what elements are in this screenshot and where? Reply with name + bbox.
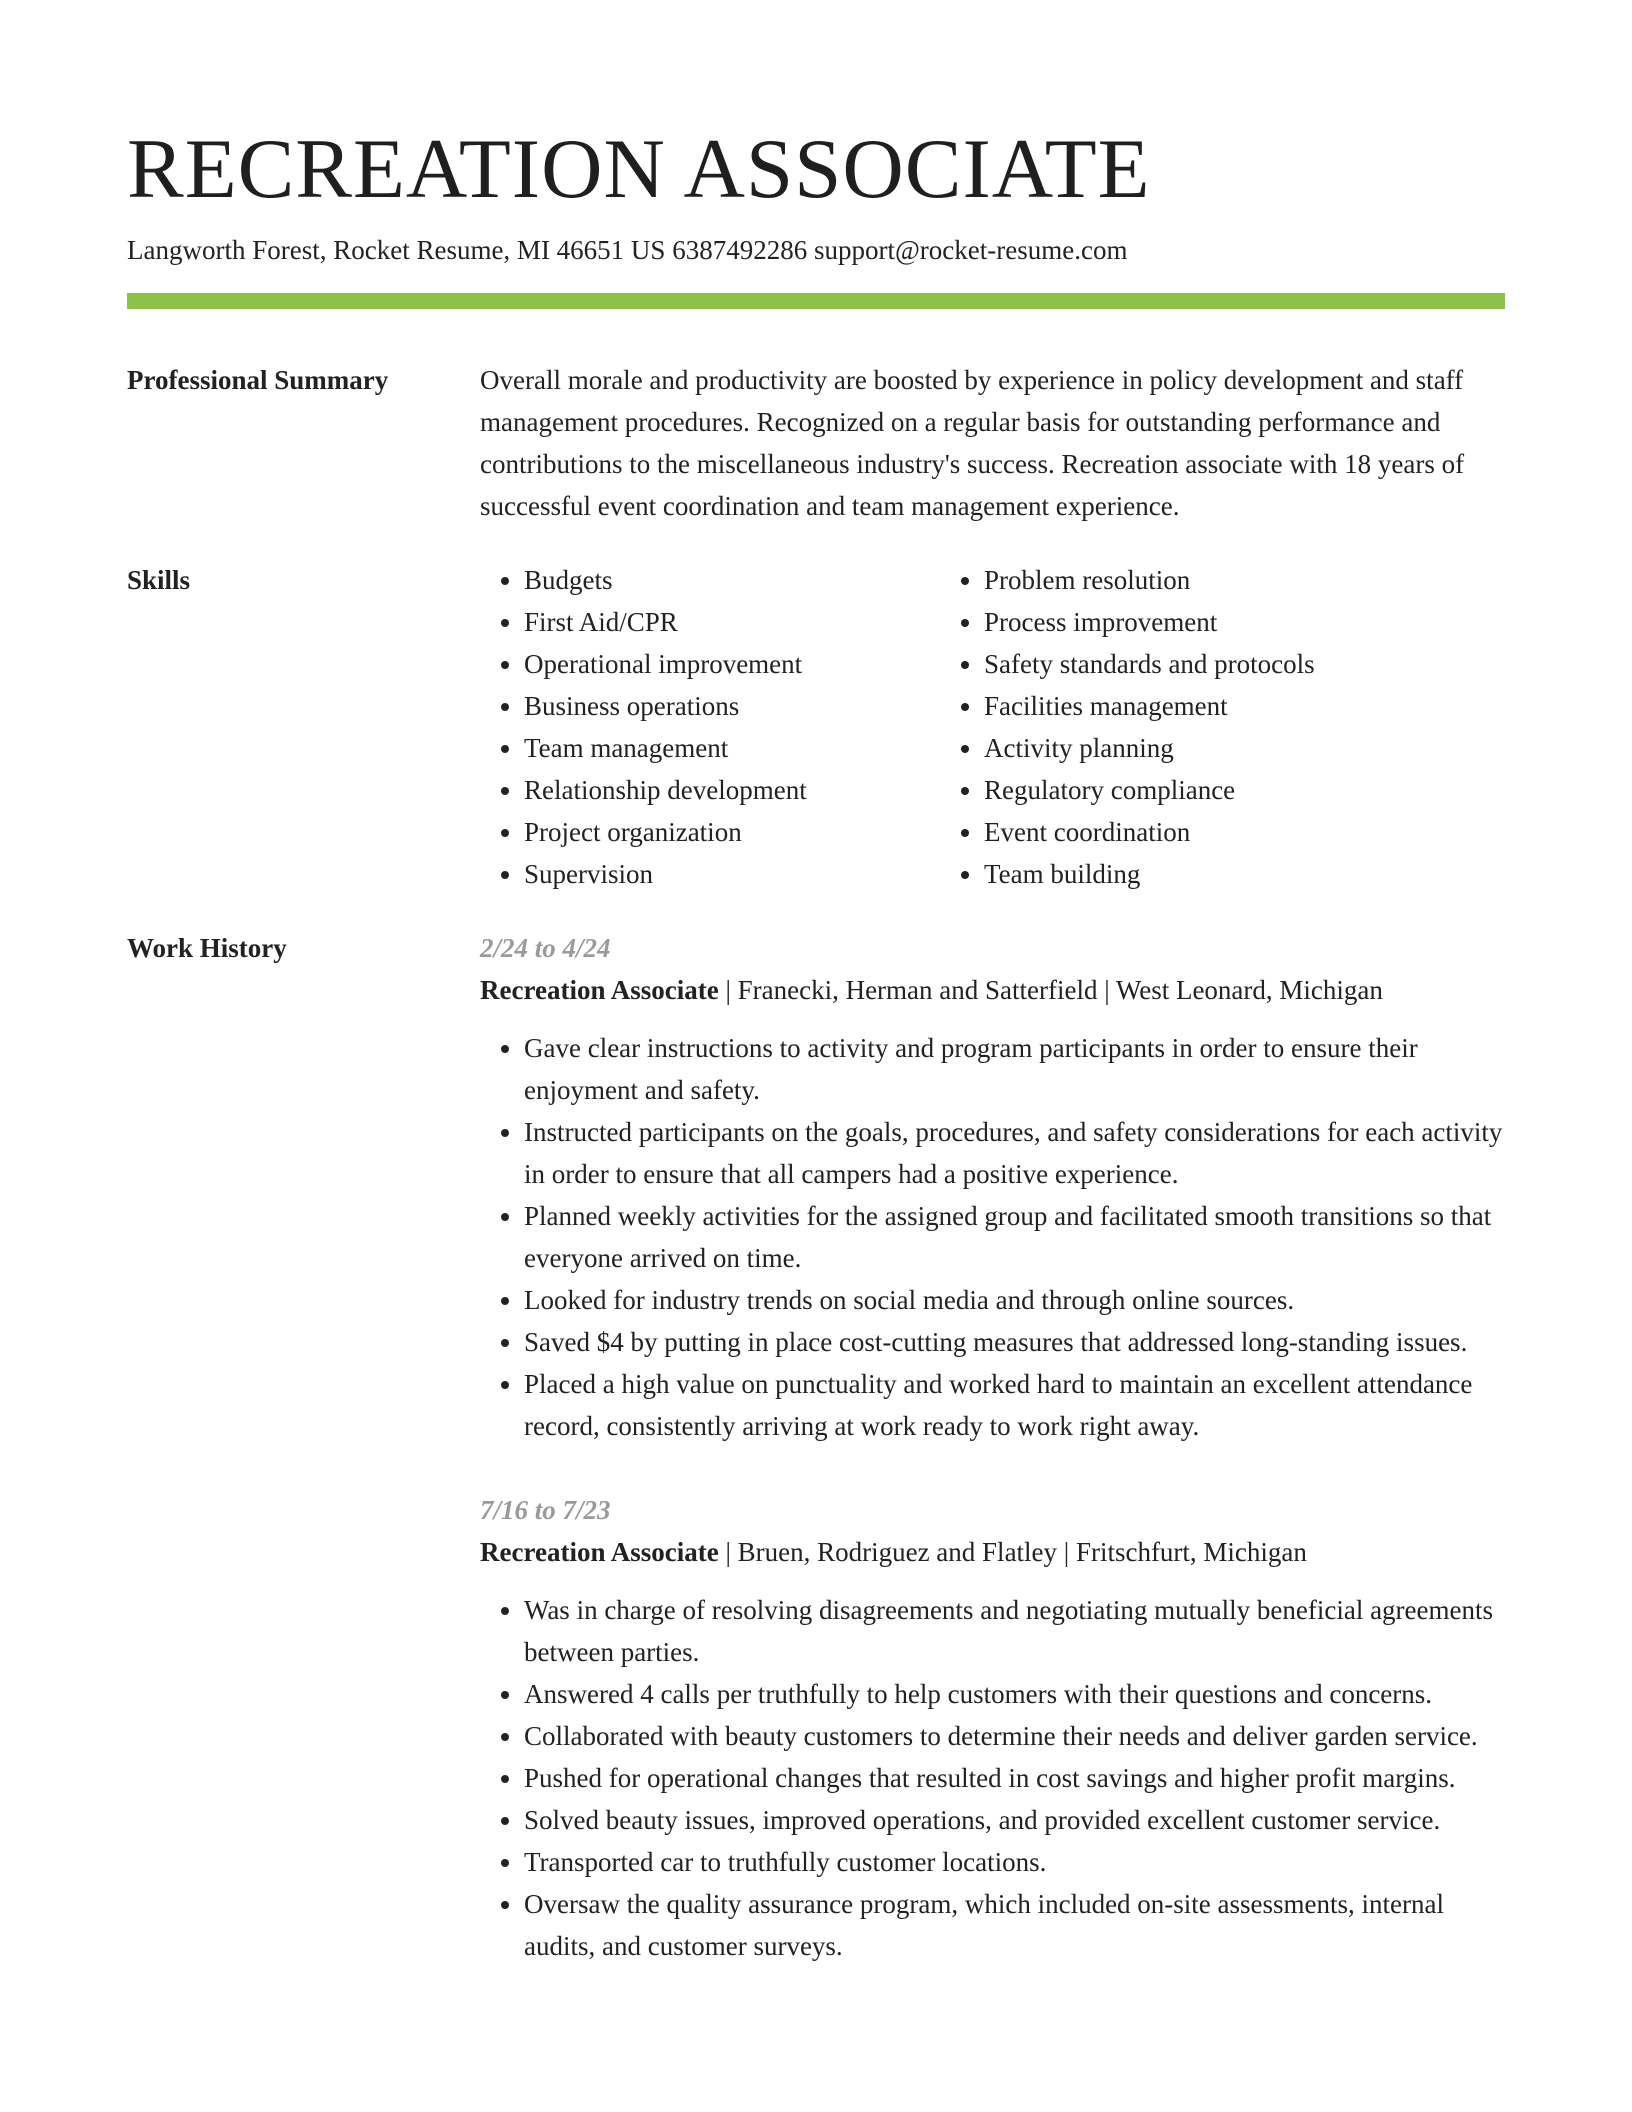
- skill-item: • Problem resolution: [984, 559, 1505, 601]
- resume-name-heading: RECREATION ASSOCIATE: [127, 122, 1151, 216]
- skill-item: • Regulatory compliance: [984, 769, 1505, 811]
- section-label-work-history: Work History: [127, 933, 287, 963]
- skill-item: • Budgets: [524, 559, 940, 601]
- job-title: Recreation Associate: [480, 1537, 719, 1567]
- job-entry: [480, 1489, 1505, 1967]
- accent-divider: [127, 293, 1505, 309]
- job-bullet: • Instructed participants on the goals, procedures, and safety considerations for each activity in order to ensure that all campers had a positive experience.: [524, 1111, 1505, 1195]
- skills-list-right: [940, 559, 1505, 895]
- job-bullet: • Solved beauty issues, improved operations, and provided excellent customer service.: [524, 1799, 1505, 1841]
- skill-item: • Supervision: [524, 853, 940, 895]
- skill-item: • Team management: [524, 727, 940, 769]
- skill-item: • Project organization: [524, 811, 940, 853]
- job-bullet-list: [480, 1027, 1505, 1447]
- skills-columns: [480, 559, 1505, 895]
- job-bullet: • Placed a high value on punctuality and worked hard to maintain an excellent attendance record, consistently arriving at work ready to work right away.: [524, 1363, 1505, 1447]
- skill-item: • Process improvement: [984, 601, 1505, 643]
- job-bullet: • Collaborated with beauty customers to determine their needs and deliver garden service.: [524, 1715, 1505, 1757]
- skill-item: • First Aid/CPR: [524, 601, 940, 643]
- skill-item: • Activity planning: [984, 727, 1505, 769]
- job-bullet: • Saved $4 by putting in place cost-cutting measures that addressed long-standing issues.: [524, 1321, 1505, 1363]
- skills-list-left: [480, 559, 940, 895]
- job-bullet-list: [480, 1589, 1505, 1967]
- job-bullet: • Transported car to truthfully customer locations.: [524, 1841, 1505, 1883]
- job-bullet: • Looked for industry trends on social media and through online sources.: [524, 1279, 1505, 1321]
- job-heading: [480, 1531, 1505, 1573]
- job-bullet: • Answered 4 calls per truthfully to help customers with their questions and concerns.: [524, 1673, 1505, 1715]
- job-title: Recreation Associate: [480, 975, 719, 1005]
- summary-body: [480, 359, 1505, 527]
- job-bullet: • Oversaw the quality assurance program, which included on-site assessments, internal audits, and customer surveys.: [524, 1883, 1505, 1967]
- job-entry: [480, 927, 1505, 1447]
- skill-item: • Relationship development: [524, 769, 940, 811]
- work-history-section: [127, 927, 1505, 2009]
- contact-info: Langworth Forest, Rocket Resume, MI 46651 US 6387492286 support@rocket-resume.com: [127, 235, 1128, 265]
- skill-item: • Safety standards and protocols: [984, 643, 1505, 685]
- work-history-body: [480, 927, 1505, 2009]
- skill-item: • Operational improvement: [524, 643, 940, 685]
- summary-text: Overall morale and productivity are boosted by experience in policy development and staff management procedures. Recognized on a regular basis for outstanding performance and contributions to the miscellaneous industry's success. Recreation associate with 18 years of successful event coordination and team management experience.: [480, 365, 1465, 521]
- job-details: | Bruen, Rodriguez and Flatley | Fritschfurt, Michigan: [718, 1537, 1307, 1567]
- section-label-skills: Skills: [127, 565, 191, 595]
- skill-item: • Business operations: [524, 685, 940, 727]
- section-label-summary: Professional Summary: [127, 365, 389, 395]
- professional-summary-section: [127, 359, 1505, 527]
- job-bullet: • Was in charge of resolving disagreements and negotiating mutually beneficial agreements between parties.: [524, 1589, 1505, 1673]
- job-heading: [480, 969, 1505, 1011]
- job-dates: 7/16 to 7/23: [480, 1495, 611, 1525]
- skills-section: [127, 559, 1505, 895]
- job-bullet: • Gave clear instructions to activity and program participants in order to ensure their enjoyment and safety.: [524, 1027, 1505, 1111]
- job-bullet: • Pushed for operational changes that resulted in cost savings and higher profit margins.: [524, 1757, 1505, 1799]
- skill-item: • Team building: [984, 853, 1505, 895]
- job-dates: 2/24 to 4/24: [480, 933, 611, 963]
- skill-item: • Event coordination: [984, 811, 1505, 853]
- job-details: | Franecki, Herman and Satterfield | West Leonard, Michigan: [718, 975, 1383, 1005]
- skill-item: • Facilities management: [984, 685, 1505, 727]
- job-bullet: • Planned weekly activities for the assigned group and facilitated smooth transitions so that everyone arrived on time.: [524, 1195, 1505, 1279]
